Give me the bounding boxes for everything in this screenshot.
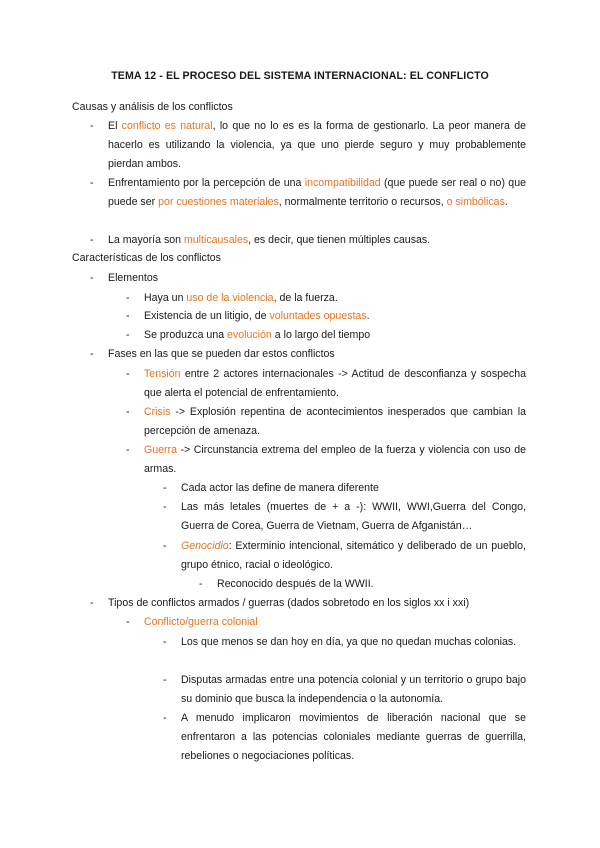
bullet-dash: - — [126, 444, 130, 456]
list-item — [163, 709, 526, 765]
list-item — [126, 365, 526, 403]
list-item — [126, 307, 526, 326]
list-item — [126, 441, 526, 479]
text-run: entre 2 actores internacionales -> Actitud de desconfianza y sospecha que alerta el potencial de enfrentamiento. — [144, 368, 526, 399]
section-heading-caracteristicas: Características de los conflictos — [72, 252, 221, 264]
highlight-text: evolución — [227, 329, 272, 341]
bullet-dash: - — [90, 177, 94, 189]
text-run: , normalmente territorio o recursos, — [278, 195, 447, 208]
list-item-text — [108, 174, 526, 212]
list-item-text: Elementos — [108, 272, 159, 284]
highlight-text: por cuestiones materiales — [158, 195, 279, 208]
list-item-text — [181, 537, 526, 575]
list-item — [163, 479, 526, 498]
list-item-text — [181, 633, 526, 652]
bullet-dash: - — [126, 310, 130, 322]
text-run: -> Explosión repentina de acontecimientos inesperados que cambian la percepción de amenaza. — [144, 406, 526, 437]
highlight-text: multicausales — [183, 234, 249, 246]
bullet-dash: - — [163, 501, 167, 513]
page-title: TEMA 12 - EL PROCESO DEL SISTEMA INTERNACIONAL: EL CONFLICTO — [111, 70, 489, 82]
bullet-dash: - — [126, 616, 130, 628]
bullet-dash: - — [90, 234, 94, 246]
bullet-dash: - — [163, 482, 167, 494]
highlight-text: Tensión — [144, 368, 181, 380]
list-item — [163, 498, 526, 536]
text-run: (que puede ser real o no) que puede ser — [108, 177, 526, 208]
bullet-dash: - — [163, 674, 167, 686]
list-item-tipos — [90, 594, 526, 613]
list-item — [163, 537, 526, 575]
list-item — [163, 633, 526, 652]
list-item-text — [144, 403, 526, 441]
list-item — [199, 575, 526, 594]
list-item-colonial — [126, 613, 526, 632]
list-item-text — [144, 441, 526, 479]
list-item-text: Fases en las que se pueden dar estos conflictos — [108, 348, 335, 360]
text-run: -> Circunstancia extrema del empleo de la fuerza y violencia con uso de armas. — [144, 444, 526, 475]
text-run: Se produzca una — [144, 329, 228, 341]
highlight-text: o simbólicas — [446, 195, 505, 208]
list-item-text: Conflicto/guerra colonial — [144, 616, 258, 628]
bullet-dash: - — [199, 578, 203, 590]
bullet-dash: - — [90, 348, 94, 360]
list-item-text — [144, 326, 526, 345]
text-run: Disputas armadas entre una potencia colonial y un territorio o grupo bajo su dominio que busca la independencia o la autonomía. — [181, 674, 526, 705]
text-run: a lo largo del tiempo — [271, 329, 371, 341]
text-run: Existencia de un litigio, de — [144, 310, 270, 322]
text-run: Cada actor las define de manera diferente — [181, 482, 379, 494]
text-run: Las más letales (muertes de + a -): WWII, WWI,Guerra del Congo, Guerra de Corea, Guerra de Vietnam, Guerra de Afganistán… — [181, 501, 526, 532]
list-item — [163, 671, 526, 709]
text-run: , es decir, que tienen múltiples causas. — [248, 234, 431, 246]
bullet-dash: - — [163, 712, 167, 724]
list-item-text: Tipos de conflictos armados / guerras (dados sobretodo en los siglos xx i xxi) — [108, 597, 470, 609]
text-run: . — [504, 195, 508, 208]
list-item — [126, 289, 526, 308]
list-item-fases — [90, 345, 526, 364]
list-item — [90, 117, 526, 173]
section-heading-causas: Causas y análisis de los conflictos — [72, 101, 233, 113]
bullet-dash: - — [163, 540, 167, 552]
bullet-dash: - — [126, 292, 130, 304]
text-run: Enfrentamiento por la percepción de una — [108, 177, 305, 189]
list-item-elementos — [90, 269, 526, 288]
list-item-text — [181, 671, 526, 709]
text-run: Haya un — [144, 292, 187, 304]
highlight-text: uso de la violencia — [186, 292, 274, 304]
text-run: El — [108, 120, 122, 132]
list-item — [90, 231, 526, 250]
list-item — [90, 174, 526, 212]
list-item-text — [144, 307, 526, 326]
bullet-dash: - — [163, 636, 167, 648]
list-item-text — [181, 709, 526, 765]
highlight-text: Crisis — [144, 406, 171, 418]
list-item-text — [217, 575, 526, 594]
highlight-text: voluntades opuestas — [269, 310, 367, 322]
list-item-text — [181, 479, 526, 498]
text-run: A menudo implicaron movimientos de liberación nacional que se enfrentaron a las potencias coloniales mediante guerras de guerrilla, rebeliones o negociaciones políticas. — [181, 712, 526, 762]
text-run: Reconocido después de la WWII. — [217, 578, 374, 590]
highlight-text: incompatibilidad — [304, 177, 381, 189]
bullet-dash: - — [126, 329, 130, 341]
text-run: , de la fuerza. — [273, 292, 338, 304]
list-item-text — [144, 289, 526, 308]
text-run: . — [366, 310, 370, 322]
highlight-text: Guerra — [144, 444, 177, 456]
list-item-text — [108, 231, 526, 250]
bullet-dash: - — [126, 368, 130, 380]
text-run: La mayoría son — [108, 234, 184, 246]
list-item-text — [108, 117, 526, 173]
bullet-dash: - — [90, 272, 94, 284]
bullet-dash: - — [90, 120, 94, 132]
list-item — [126, 403, 526, 441]
text-run: : Exterminio intencional, sitemático y deliberado de un pueblo, grupo étnico, racial o ideológico. — [181, 540, 526, 571]
list-item-text — [181, 498, 526, 536]
text-run: , lo que no lo es es la forma de gestionarlo. La peor manera de hacerlo es utilizando la violencia, ya que uno pierde seguro y muy probablemente pierdan ambos. — [108, 120, 526, 170]
list-item-text — [144, 365, 526, 403]
text-run: Los que menos se dan hoy en día, ya que no quedan muchas colonias. — [181, 636, 517, 648]
highlight-text: Genocidio — [181, 540, 229, 552]
bullet-dash: - — [90, 597, 94, 609]
bullet-dash: - — [126, 406, 130, 418]
list-item — [126, 326, 526, 345]
highlight-text: conflicto es natural — [121, 120, 213, 132]
